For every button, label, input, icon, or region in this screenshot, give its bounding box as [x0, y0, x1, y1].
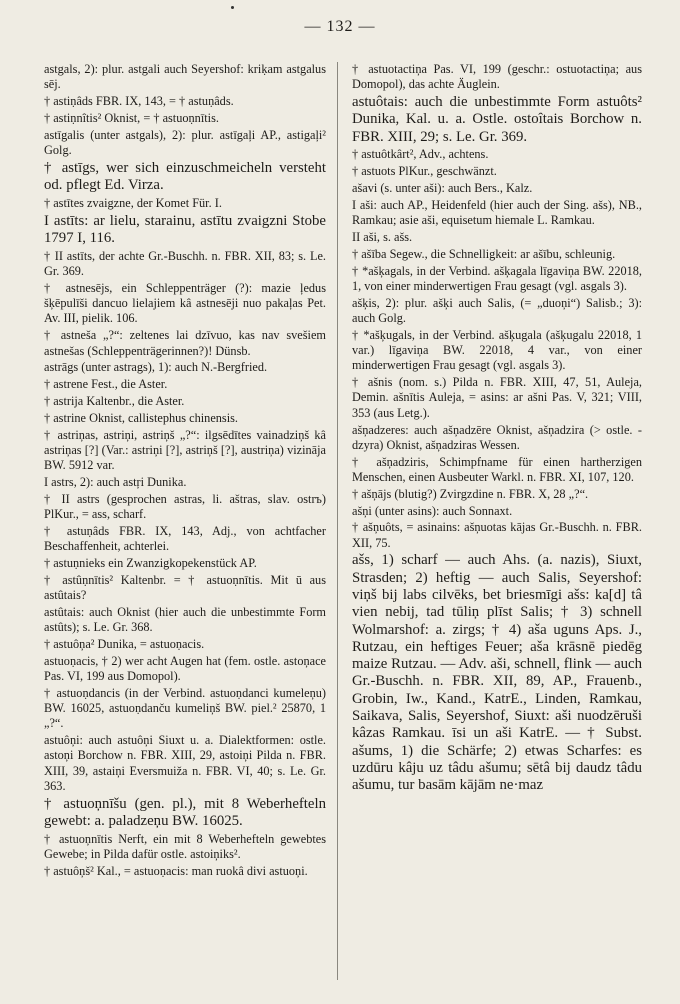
entry-askugals: † *ašķugals, in der Verbind. ašķugala (ašķugalu 22018, 1 var.) līgaviņa BW. 22018, 4 var., von einer minderwertigen Frau gesagt (vgl. asgals 3). — [352, 327, 642, 373]
entry-astgals: astgals, 2): plur. astgali auch Seyershof: kriḳam astgalus sēj. — [44, 62, 326, 92]
entry-asiba: † ašība Segew., die Schnelligkeit: ar ašību, schleunig. — [352, 246, 616, 261]
entry-asnajs: † ašņājs (blutig?) Zvirgzdine n. FBR. X, 28 „?“. — [352, 486, 589, 501]
entry-astunnieks: † astuṇnieks ein Zwanzigkopekenstück AP. — [44, 555, 257, 570]
entry-astuonnitis: † astuoņnītis Nerft, ein mit 8 Weberhefteln gewebtes Gewebe; in Pilda dafür ostle. astoiņiks². — [44, 831, 326, 862]
entry-astits-1: I astīts: ar lielu, starainu, astītu zvaigzni Stobe 1797 I, 116. — [44, 212, 326, 246]
entry-asavi: ašavi (s. unter aši): auch Bers., Kalz. — [352, 181, 533, 196]
entry-astuonacis: astuoṇacis, † 2) wer acht Augen hat (fem. ostle. astoņace Pas. VI, 199 aus Domopol). — [44, 653, 326, 683]
entry-asni: ašņi (unter asins): auch Sonnaxt. — [352, 503, 513, 518]
entry-astrs-1: I astrs, 2): auch astŗi Dunika. — [44, 474, 187, 489]
entry-astrene: † astrene Fest., die Aster. — [44, 377, 168, 392]
entry-astuoni: astuôņi: auch astuôņi Siuxt u. a. Dialektformen: ostle. astoņi Borchow n. FBR. XIII, 29, astoiņi Pilda n. FBR. XIII, 39, astaiņi Eversmuiža n. FBR. VI, 40; s. Le. Gr. 363. — [44, 733, 326, 794]
entry-astrija: † astrija Kaltenbr., die Aster. — [44, 393, 185, 408]
entry-astits-2: † II astīts, der achte Gr.-Buschh. n. FBR. XII, 83; s. Le. Gr. 369. — [44, 248, 326, 279]
entry-astinnitis: † astiṇnîtis² Oknist, = † astuoṇnītis. — [44, 110, 219, 125]
entry-asi-1: I aši: auch AP., Heidenfeld (hier auch der Sing. ašs), NB., Ramkau; asie aši, equisetum hiemale L. Ramkau. — [352, 197, 642, 228]
entry-askis: ašķis, 2): plur. ašķi auch Salis, (= „duoņi“) Salisb.; 3): auch Golg. — [352, 295, 642, 325]
entry-astrags: astrāgs (unter astrags), 1): auch N.-Bergfried. — [44, 360, 268, 375]
ink-speck — [231, 6, 234, 9]
entry-asnis: † ašnis (nom. s.) Pilda n. FBR. XIII, 47, 51, Auleja, Demin. ašnītis Auleja, = asins: ar ašni Pas. V, 321; VIII, 353 (aus Letg.). — [352, 375, 642, 420]
entry-astnesejs: † astnesējs, ein Schleppenträger (?): mazie ļedus šķēpulīši dancuo lielajiem kâ astnesēji nuo pakaļas Pet. Av. III, pielik. 106. — [44, 280, 326, 326]
entry-astunnitis: † astûṇnītis² Kaltenbr. = † astuoṇnītis. Mit ū aus astûtais? — [44, 572, 326, 602]
left-column — [44, 62, 326, 881]
entry-astuonnisu: † astuoņnīšu (gen. pl.), mit 8 Weberhefteln gewebt: a. paladzeņu BW. 16025. — [44, 795, 326, 830]
entry-astuotkart: † astuôtkârt², Adv., achtens. — [352, 147, 489, 162]
entry-astutais: astûtais: auch Oknist (hier auch die unbestimmte Form astûts); s. Le. Gr. 368. — [44, 604, 326, 635]
entry-astuotactina: † astuotactiņa Pas. VI, 199 (geschr.: ostuotactiņa; aus Domopol), das achte Äuglein. — [352, 62, 642, 92]
entry-astigalis: astīgalis (unter astgals), 2): plur. astīgaļi AP., astigaļi² Golg. — [44, 127, 326, 157]
entry-astrinas: † astriņas, astriņi, astriņš „?“: ilgsēdītes vainadziņš kâ astriņas [?] (Var.: astriņi [?], astriņš [?], austriņa) vizināja BW. 5912 var. — [44, 427, 326, 473]
entry-astigs: † astīgs, wer sich einzuschmeicheln versteht od. pflegt Ed. Virza. — [44, 159, 326, 194]
entry-ass: ašs, 1) scharf — auch Ahs. (a. nazis), Siuxt, Strasden; 2) heftig — auch Salis, Seyershof: viņš bij labs cilvēks, bet briesmīgi ašs: ka[d] tâ vien nebij, tad tūliņ plīst Salis; † 3) schnell Wolmarshof: a. zirgs; † 4) aša uguns Aps. J., Rutzau, ein heftiges Feuer; aša krāsnē piedēg maize Rutzau. — Adv. aši, schnell, flink — auch Gr.-Buschh. n. FBR. XII, 89, AP., Frauenb., Grobin, Iw., Kand., KatrE., Linden, Ramkau, Saikava, Salis, Seyershof, Siuxt: aši nuodzēruši kâzas Ramkau. īsi un aši KatrE. — † Subst. ašums, 1) die Schärfe; 2) etwas Scharfes: es uzdūru kâju uz tâdu ašumu; sētâ bij daudz tâdu ašumu, tur basām kājām ne·maz — [352, 552, 642, 794]
entry-asi-2: II aši, s. ašs. — [352, 229, 413, 244]
entry-astuona: † astuôņa² Dunika, = astuoṇacis. — [44, 636, 205, 651]
entry-asnadziris: † ašņadziris, Schimpfname für einen hartherzigen Menschen, einen Ausbeuter Warkl. n. FBR. XI, 107, 120. — [352, 454, 642, 484]
entry-astuondancis: † astuoṇdancis (in der Verbind. astuoṇdanci kumeleņu) BW. 16025, astuoṇdanču kumeliņš BW. piel.² 25870, 1 „?“. — [44, 685, 326, 731]
entry-astnesa: † astnešа „?“: zeltenes lai dzīvuo, kas nav svešiem astnešas (Schleppenträgerinnen?)! Dünsb. — [44, 328, 326, 358]
entry-astuotais: astuôtais: auch die unbestimmte Form astuôts² Dunika, Kal. u. a. Ostle. ostoîtais Borchow n. FBR. XIII, 29; s. Le. Gr. 369. — [352, 94, 642, 145]
entry-asnadzeres: ašņadzeres: auch ašņadzēre Oknist, ašņadzira (> ostle. -dzyra) Oknist, ašņadziras Wessen. — [352, 422, 642, 452]
entry-astuots: † astuots PlKur., geschwänzt. — [352, 164, 497, 179]
entry-astites: † astītes zvaigzne, der Komet Für. I. — [44, 195, 222, 210]
column-divider — [337, 62, 338, 980]
page-number: — 132 — — [304, 18, 376, 35]
entry-astuons: † astuôņš² Kal., = astuoṇacis: man ruokâ divi astuoņi. — [44, 864, 308, 879]
entry-askagals: † *ašķagals, in der Verbind. ašķagala līgaviņa BW. 22018, 1, von einer minderwertigen Frau gesagt (vgl. asgals 3). — [352, 263, 642, 293]
entry-astunads: † astuṇâds FBR. IX, 143, Adj., von achtfacher Beschaffenheit, achterlei. — [44, 523, 326, 554]
entry-astrine: † astrine Oknist, callistephus chinensis. — [44, 410, 238, 425]
entry-astinads: † astiṇâds FBR. IX, 143, = † astuṇâds. — [44, 94, 234, 109]
entry-asnuots: † ašņuôts, = asinains: ašņuotas kājas Gr.-Buschh. n. FBR. XII, 75. — [352, 520, 642, 550]
right-column — [352, 62, 642, 796]
entry-astrs-2: † II astrs (gesprochen astras, li. aštras, slav. ostrъ) PlKur., = ass, scharf. — [44, 491, 326, 522]
